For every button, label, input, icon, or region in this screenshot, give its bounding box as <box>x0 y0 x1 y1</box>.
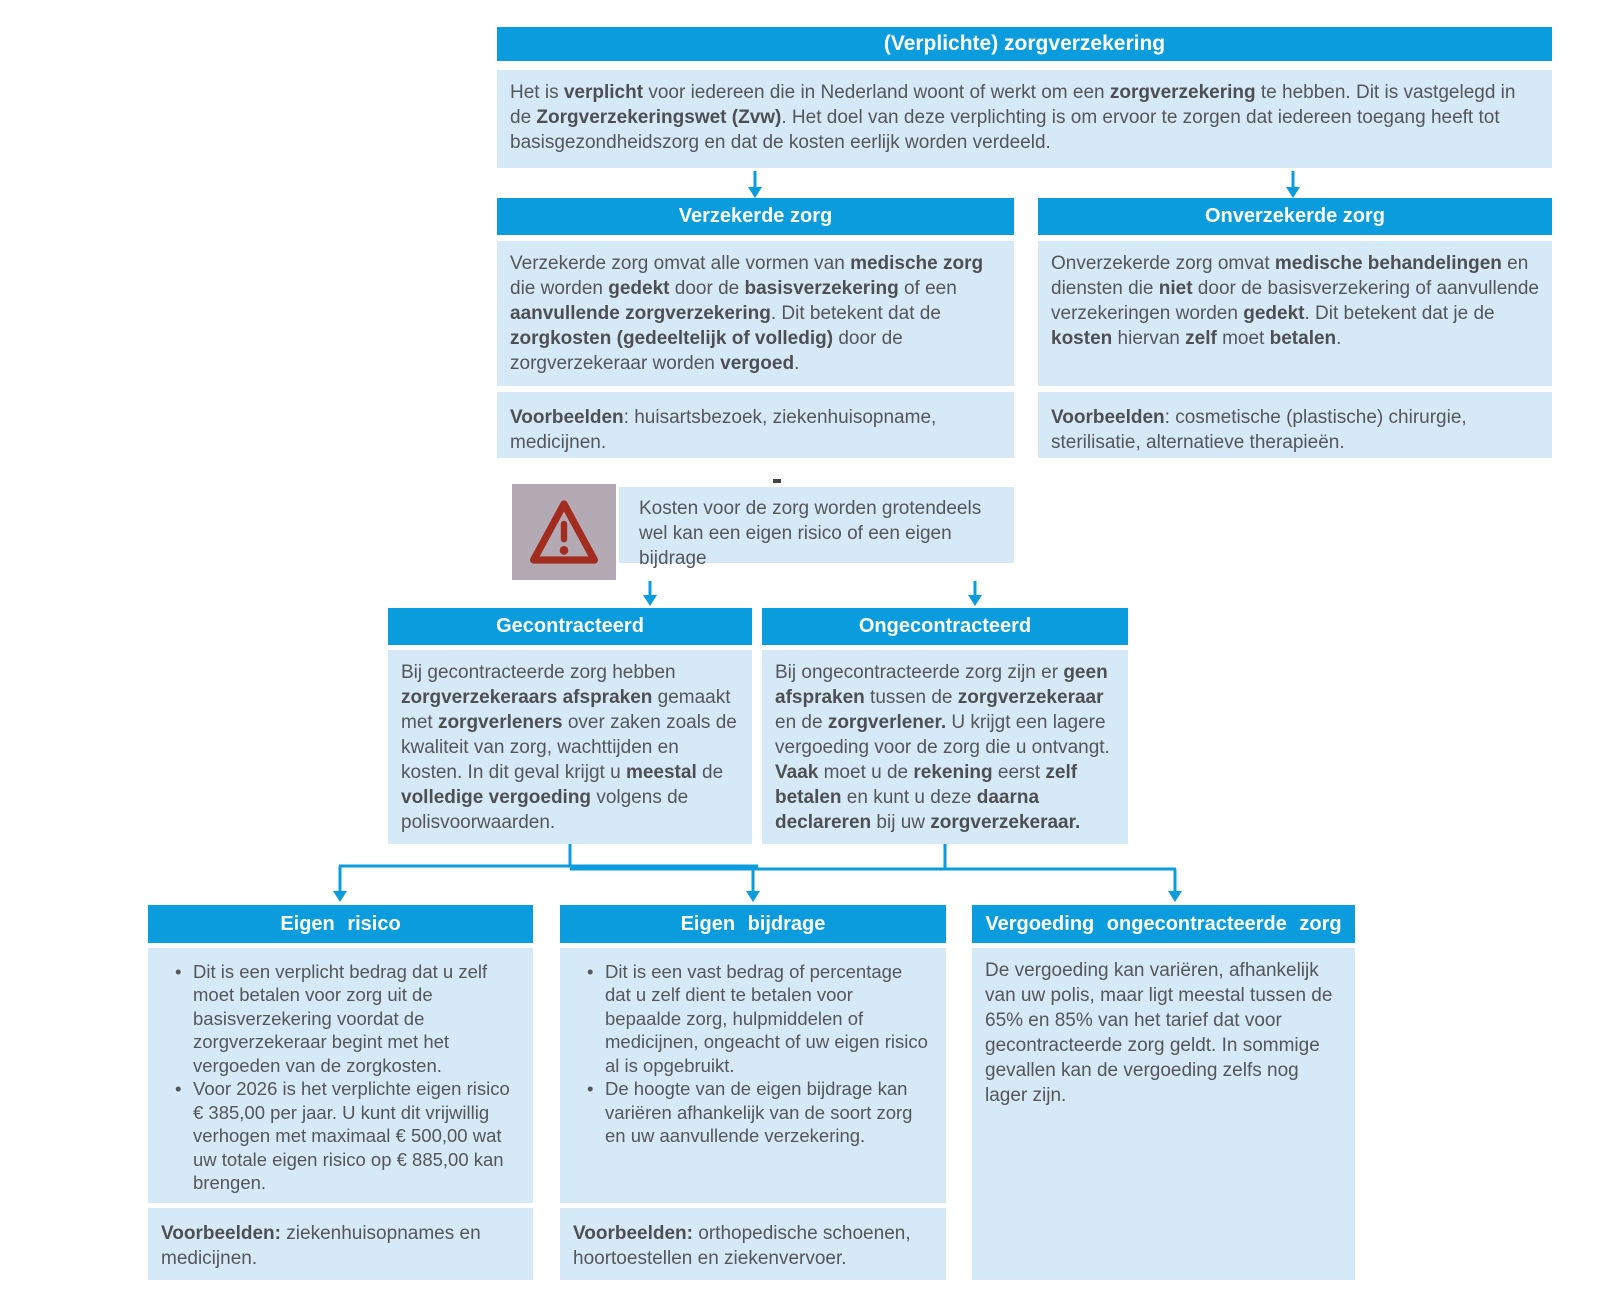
list-item: • De hoogte van de eigen bijdrage kan variëren afhankelijk van de soort zorg en uw aanvullende verzekering. <box>581 1077 929 1147</box>
eigen-bijdrage-body <box>560 948 946 1203</box>
page-title: (Verplichte) zorgverzekering <box>497 27 1552 61</box>
eigen-risico-bullet-list <box>161 958 520 1195</box>
header-eigen-risico: Eigen risico <box>148 905 533 943</box>
verzekerde-zorg-body: Verzekerde zorg omvat alle vormen van medische zorg die worden gedekt door de basisverzekering of een aanvullende zorgverzekering. Dit betekent dat de zorgkosten (gedeeltelijk of volledig) door de zorgverzekeraar worden vergoed. <box>497 241 1014 386</box>
list-item: • Voor 2026 is het verplichte eigen risico € 385,00 per jaar. U kunt dit vrijwillig verhogen met maximaal € 500,00 wat uw totale eigen risico op € 885,00 kan brengen. <box>169 1077 516 1194</box>
eigen-risico-examples: Voorbeelden: ziekenhuisopnames en medicijnen. <box>148 1208 533 1280</box>
header-verzekerde-zorg: Verzekerde zorg <box>497 198 1014 235</box>
header-eigen-bijdrage: Eigen bijdrage <box>560 905 946 943</box>
arrow-down-icon <box>746 869 760 902</box>
arrow-down-icon <box>643 581 657 606</box>
header-onverzekerde-zorg: Onverzekerde zorg <box>1038 198 1552 235</box>
arrow-down-icon <box>968 581 982 606</box>
vergoeding-body: De vergoeding kan variëren, afhankelijk van uw polis, maar ligt meestal tussen de 65% en 85% van het tarief dat voor gecontracteerde zorg geldt. In sommige gevallen kan de vergoeding zelfs nog lager zijn. <box>972 948 1355 1280</box>
verzekerde-zorg-examples: Voorbeelden: huisartsbezoek, ziekenhuisopname, medicijnen. <box>497 392 1014 458</box>
warning-icon-box <box>512 484 616 580</box>
arrow-down-icon <box>1168 869 1182 902</box>
arrow-down-icon <box>1286 171 1300 198</box>
header-vergoeding-ongecontracteerde-zorg: Vergoeding ongecontracteerde zorg <box>972 905 1355 943</box>
eigen-risico-body <box>148 948 533 1203</box>
header-gecontracteerd: Gecontracteerd <box>388 608 752 645</box>
gecontracteerd-body: Bij gecontracteerde zorg hebben zorgverzekeraars afspraken gemaakt met zorgverleners over zaken zoals de kwaliteit van zorg, wachttijden en kosten. In dit geval krijgt u meestal de volledige vergoeding volgens de polisvoorwaarden. <box>388 650 752 844</box>
intro-text: Het is verplicht voor iedereen die in Nederland woont of werkt om een zorgverzekering te hebben. Dit is vastgelegd in de Zorgverzekeringswet (Zvw). Het doel van deze verplichting is om ervoor te zorgen dat iedereen toegang heeft tot basisgezondheidszorg en dat de kosten eerlijk worden verdeeld. <box>497 70 1552 168</box>
stray-mark <box>773 479 781 483</box>
list-item: • Dit is een verplicht bedrag dat u zelf moet betalen voor zorg uit de basisverzekering voordat de zorgverzekeraar begint met het vergoeden van de zorgkosten. <box>169 960 516 1077</box>
eigen-bijdrage-bullet-list <box>573 958 933 1148</box>
onverzekerde-zorg-examples: Voorbeelden: cosmetische (plastische) chirurgie, sterilisatie, alternatieve therapieën. <box>1038 392 1552 458</box>
header-ongecontracteerd: Ongecontracteerd <box>762 608 1128 645</box>
arrow-down-icon <box>748 171 762 198</box>
ongecontracteerd-body: Bij ongecontracteerde zorg zijn er geen afspraken tussen de zorgverzekeraar en de zorgverlener. U krijgt een lagere vergoeding voor de zorg die u ontvangt. Vaak moet u de rekening eerst zelf betalen en kunt u deze daarna declareren bij uw zorgverzekeraar. <box>762 650 1128 844</box>
arrow-down-icon <box>333 866 347 902</box>
warning-triangle-icon <box>524 492 604 572</box>
warning-note-line2: wel kan een eigen risico of een eigen bijdrage <box>639 523 952 570</box>
list-item: • Dit is een vast bedrag of percentage dat u zelf dient te betalen voor bepaalde zorg, hulpmiddelen of medicijnen, ongeacht of uw eigen risico al is opgebruikt. <box>581 960 929 1077</box>
onverzekerde-zorg-body: Onverzekerde zorg omvat medische behandelingen en diensten die niet door de basisverzekering of aanvullende verzekeringen worden gedekt. Dit betekent dat je de kosten hiervan zelf moet betalen. <box>1038 241 1552 386</box>
eigen-bijdrage-examples: Voorbeelden: orthopedische schoenen, hoortoestellen en ziekenvervoer. <box>560 1208 946 1280</box>
warning-note <box>619 487 1014 570</box>
warning-note-line1: Kosten voor de zorg worden grotendeels <box>639 498 982 519</box>
